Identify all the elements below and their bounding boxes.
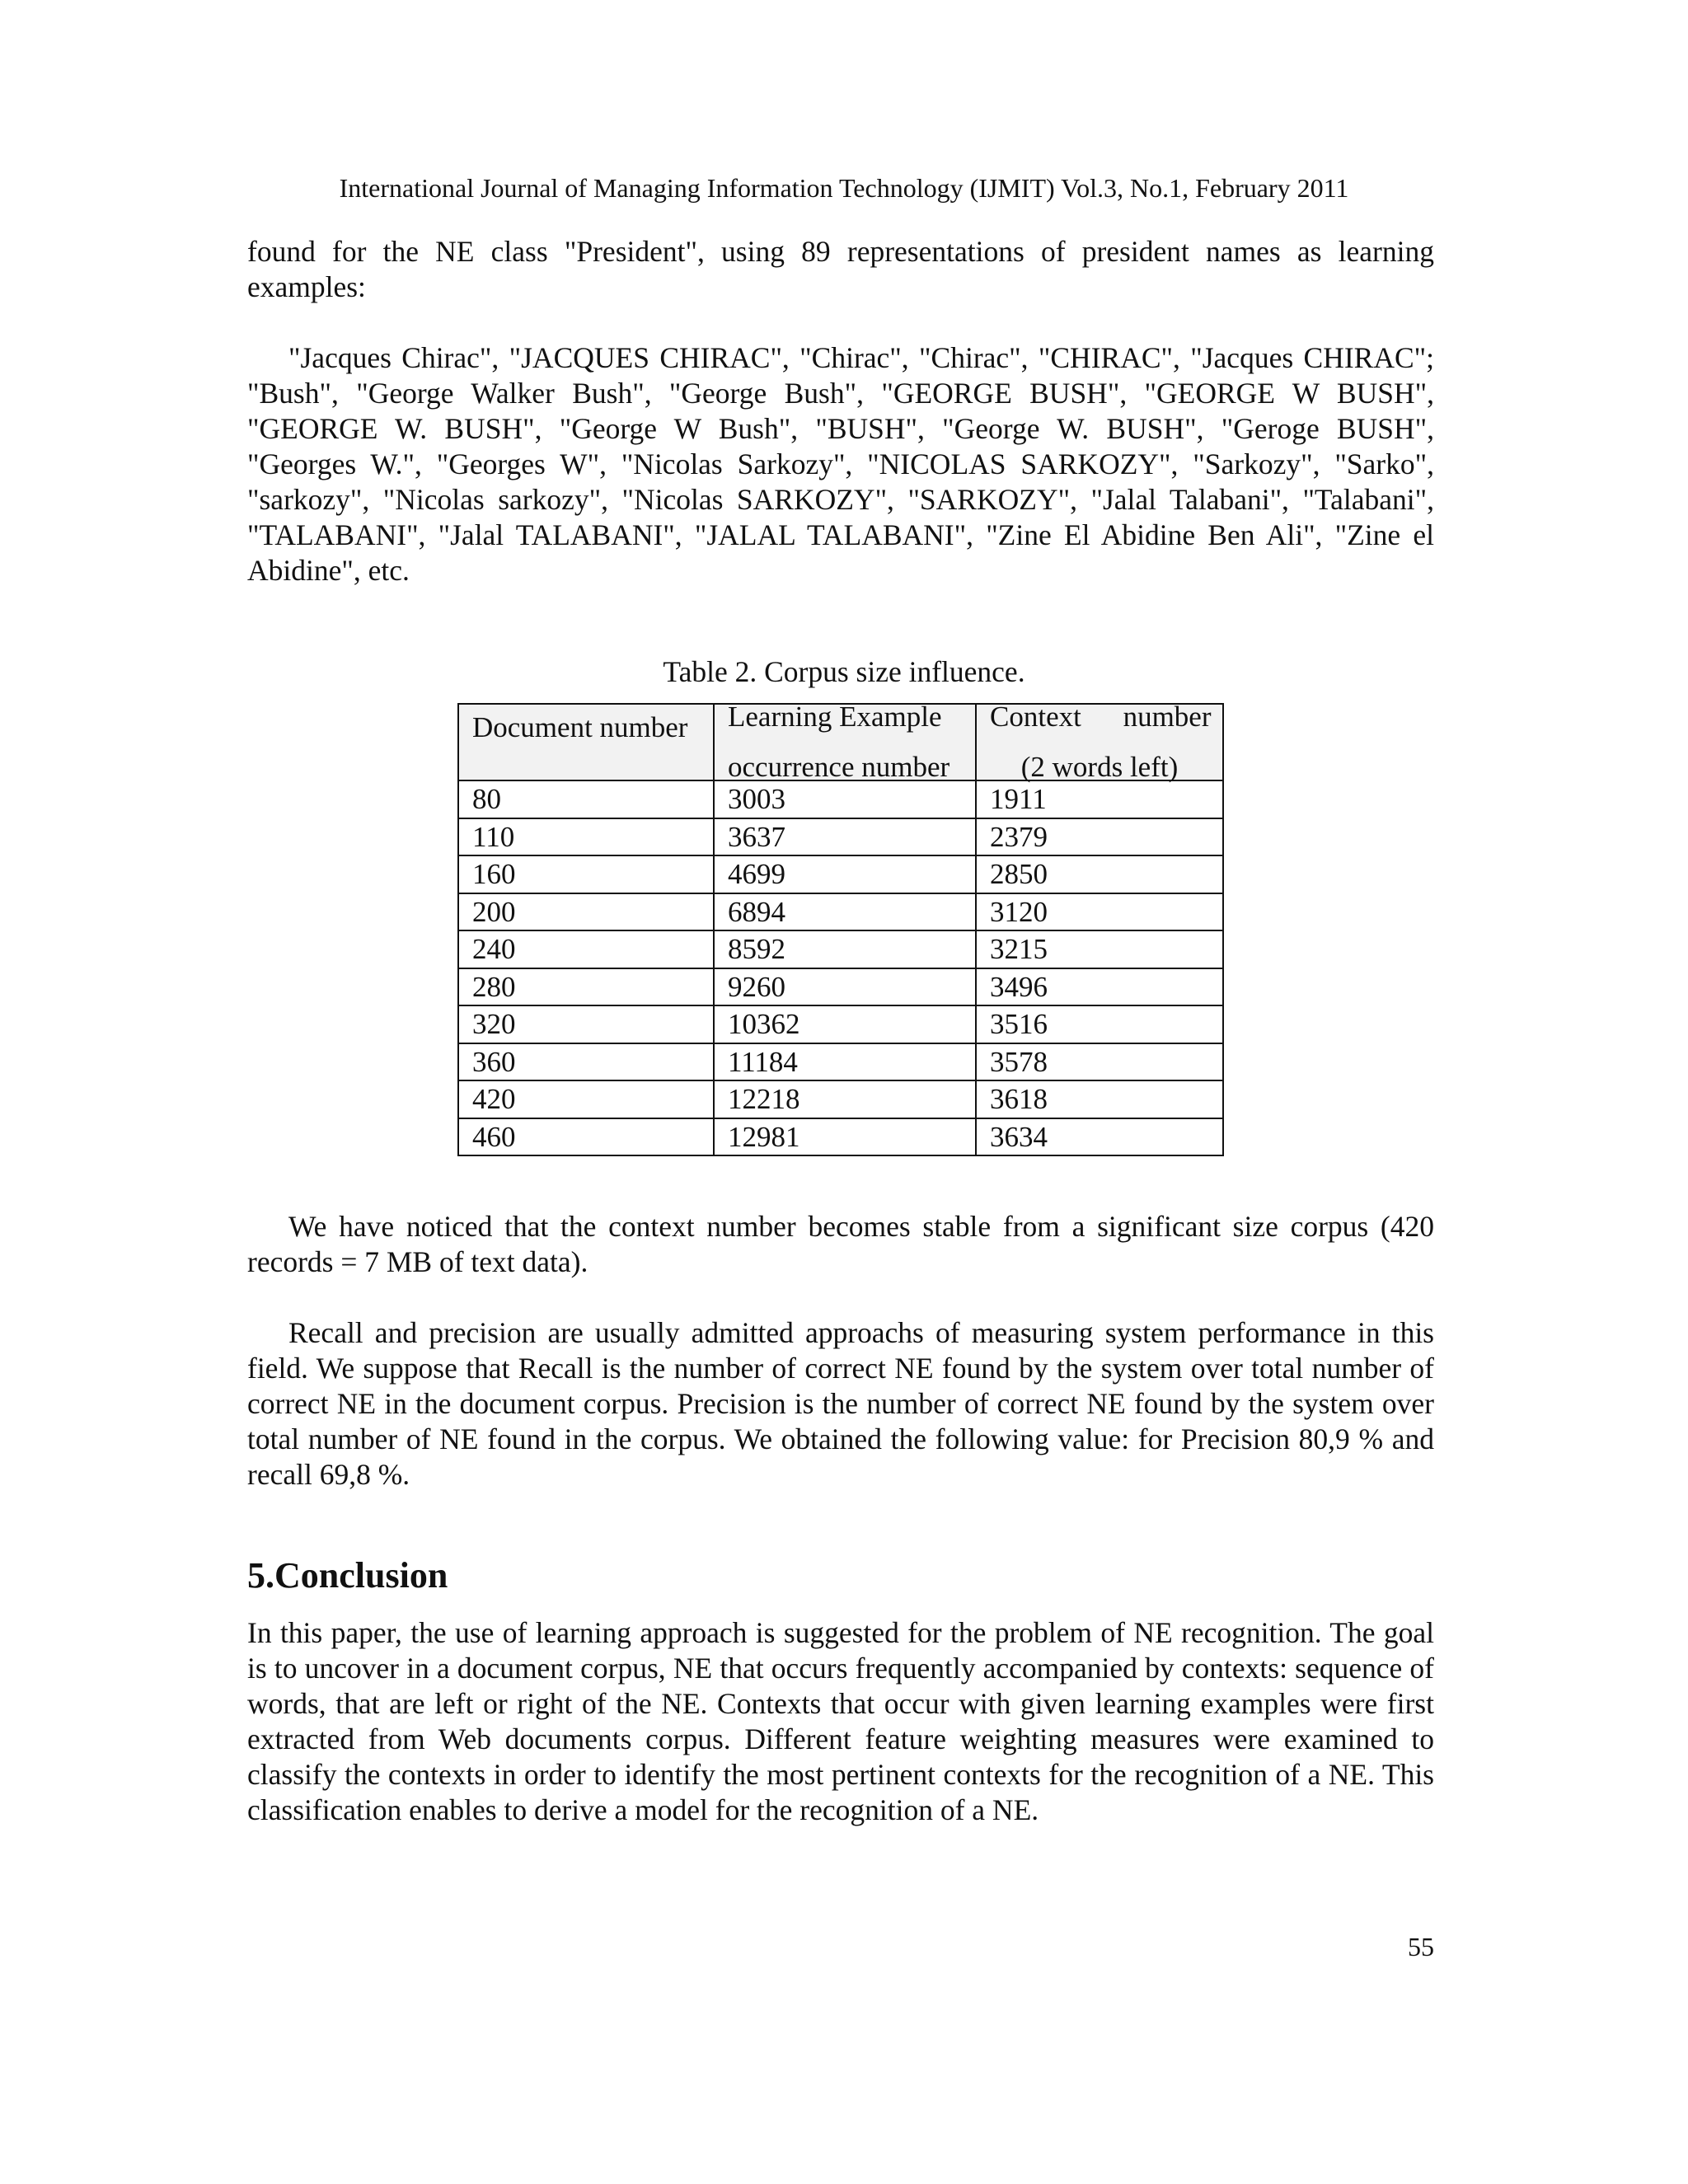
cell-document-number: 200 bbox=[458, 893, 714, 931]
cell-document-number: 160 bbox=[458, 855, 714, 893]
cell-occurrence-number: 11184 bbox=[714, 1043, 976, 1081]
intro-paragraph: found for the NE class "President", using 89 representations of president names as learning examples: bbox=[247, 235, 1434, 303]
header-learning-line1: Learning Example bbox=[728, 701, 942, 733]
cell-occurrence-number: 4699 bbox=[714, 855, 976, 893]
cell-occurrence-number: 10362 bbox=[714, 1005, 976, 1043]
table-row bbox=[458, 1043, 1223, 1081]
cell-context-number: 3516 bbox=[976, 1005, 1223, 1043]
table-row bbox=[458, 818, 1223, 856]
cell-document-number: 420 bbox=[458, 1080, 714, 1118]
cell-context-number: 1911 bbox=[976, 780, 1223, 818]
cell-context-number: 2379 bbox=[976, 818, 1223, 856]
cell-context-number: 3618 bbox=[976, 1080, 1223, 1118]
cell-context-number: 2850 bbox=[976, 855, 1223, 893]
stability-paragraph: We have noticed that the context number becomes stable from a significant size corpus (420 records = 7 MB of text data). bbox=[247, 1210, 1434, 1278]
table-caption: Table 2. Corpus size influence. bbox=[663, 655, 1025, 688]
cell-occurrence-number: 3003 bbox=[714, 780, 976, 818]
table-header-row bbox=[458, 704, 1223, 780]
table-row bbox=[458, 1118, 1223, 1156]
cell-context-number: 3496 bbox=[976, 968, 1223, 1006]
cell-context-number: 3215 bbox=[976, 930, 1223, 968]
cell-occurrence-number: 3637 bbox=[714, 818, 976, 856]
cell-occurrence-number: 12981 bbox=[714, 1118, 976, 1156]
cell-occurrence-number: 9260 bbox=[714, 968, 976, 1006]
cell-occurrence-number: 6894 bbox=[714, 893, 976, 931]
cell-context-number: 3634 bbox=[976, 1118, 1223, 1156]
header-context-number bbox=[976, 701, 1223, 783]
cell-context-number: 3578 bbox=[976, 1043, 1223, 1081]
table-row bbox=[458, 780, 1223, 818]
cell-document-number: 320 bbox=[458, 1005, 714, 1043]
cell-document-number: 360 bbox=[458, 1043, 714, 1081]
conclusion-paragraph: In this paper, the use of learning approach is suggested for the problem of NE recognition. The goal is to uncover in a document corpus, NE that occurs frequently accompanied by contexts: sequence of words, that are left or right of the NE. Contexts that occur with given learning examples were first extracted from Web documents corpus. Different feature weighting measures were examined to classify the contexts in order to identify the most pertinent contexts for the recognition of a NE. This classification enables to derive a model for the recognition of a NE. bbox=[247, 1616, 1434, 1826]
examples-paragraph: "Jacques Chirac", "JACQUES CHIRAC", "Chirac", "Chirac", "CHIRAC", "Jacques CHIRAC"; "Bush", "George Walker Bush", "George Bush", "GEORGE BUSH", "GEORGE W BUSH", "GEORGE W. BUSH", "George W Bush", "BUSH", "George W. BUSH", "Geroge BUSH", "Georges W.", "Georges W", "Nicolas Sarkozy", "NICOLAS SARKOZY", "Sarkozy", "Sarko", "sarkozy", "Nicolas sarkozy", "Nicolas SARKOZY", "SARKOZY", "Jalal Talabani", "Talabani", "TALABANI", "Jalal TALABANI", "JALAL TALABANI", "Zine El Abidine Ben Ali", "Zine el Abidine", etc. bbox=[247, 341, 1434, 587]
header-context-line2: (2 words left) bbox=[1020, 751, 1179, 783]
table-row bbox=[458, 893, 1223, 931]
cell-document-number: 110 bbox=[458, 818, 714, 856]
section-title-conclusion: 5.Conclusion bbox=[247, 1555, 448, 1596]
cell-document-number: 460 bbox=[458, 1118, 714, 1156]
page-number: 55 bbox=[1408, 1932, 1434, 1961]
table-row bbox=[458, 855, 1223, 893]
header-context-line1: Context number bbox=[990, 701, 1212, 733]
cell-occurrence-number: 8592 bbox=[714, 930, 976, 968]
cell-document-number: 80 bbox=[458, 780, 714, 818]
corpus-size-table bbox=[457, 703, 1224, 1156]
cell-document-number: 240 bbox=[458, 930, 714, 968]
table-row bbox=[458, 1005, 1223, 1043]
table-row bbox=[458, 968, 1223, 1006]
header-learning-example bbox=[714, 701, 976, 783]
cell-occurrence-number: 12218 bbox=[714, 1080, 976, 1118]
header-learning-line2: occurrence number bbox=[728, 751, 950, 783]
cell-context-number: 3120 bbox=[976, 893, 1223, 931]
header-document-number: Document number bbox=[458, 704, 714, 780]
cell-document-number: 280 bbox=[458, 968, 714, 1006]
table-row bbox=[458, 930, 1223, 968]
table-row bbox=[458, 1080, 1223, 1118]
running-header: International Journal of Managing Information Technology (IJMIT) Vol.3, No.1, February 2011 bbox=[339, 173, 1349, 203]
recall-precision-paragraph: Recall and precision are usually admitted approachs of measuring system performance in this field. We suppose that Recall is the number of correct NE found by the system over total number of correct NE in the document corpus. Precision is the number of correct NE found by the system over total number of NE found in the corpus. We obtained the following value: for Precision 80,9 % and recall 69,8 %. bbox=[247, 1316, 1434, 1491]
